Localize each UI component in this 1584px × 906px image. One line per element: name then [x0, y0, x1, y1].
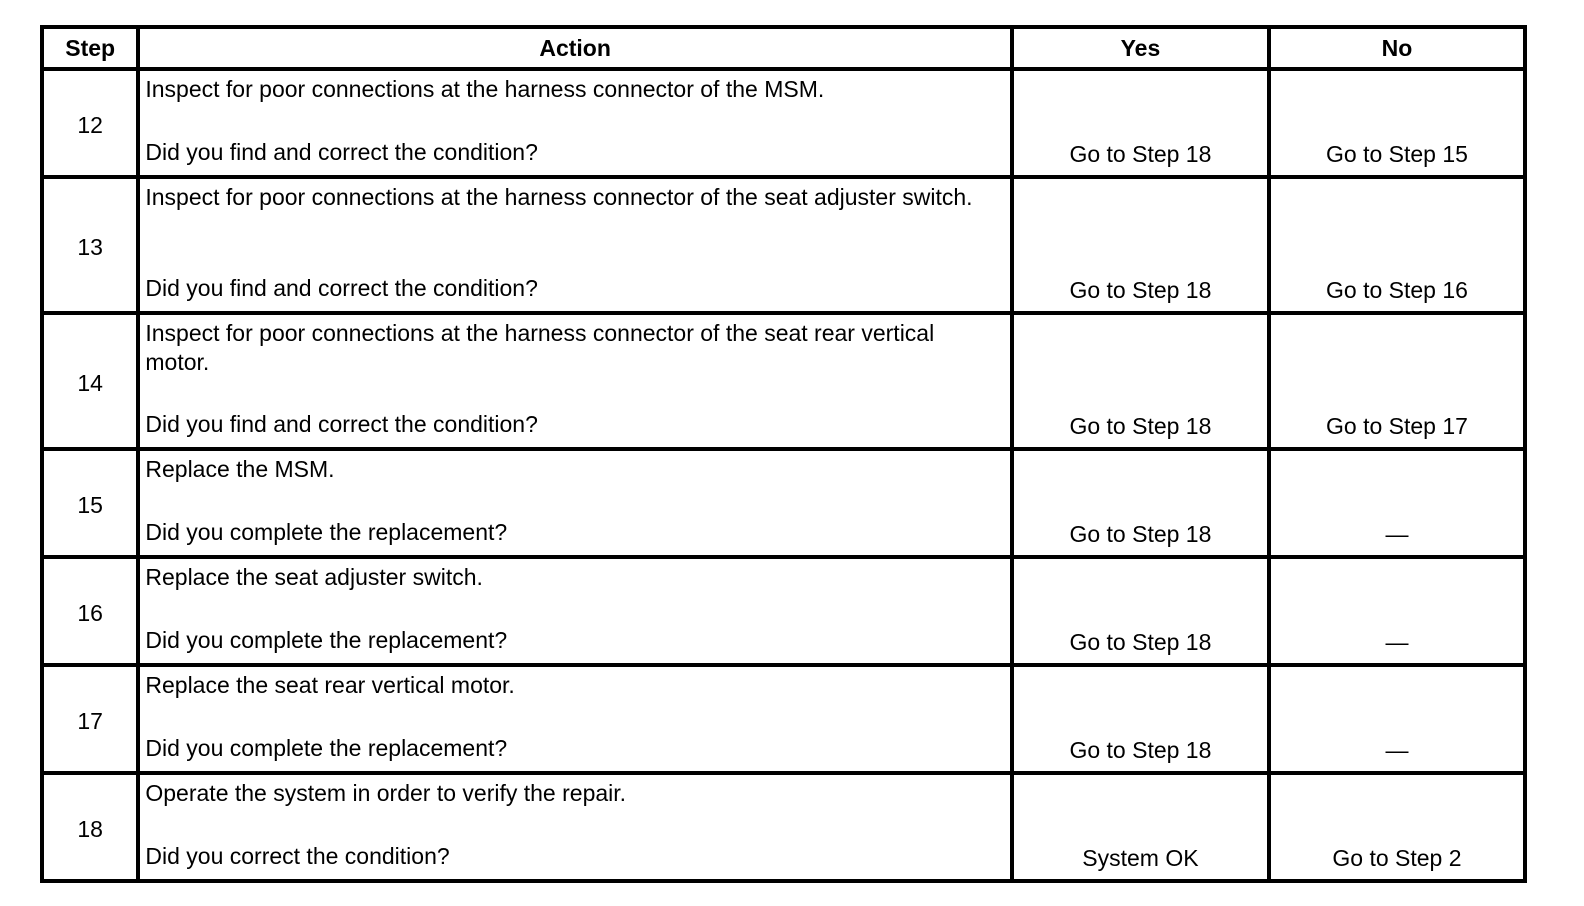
- step-number: 16: [42, 557, 138, 665]
- action-cell: [138, 665, 1012, 773]
- action-instruction: Replace the seat rear vertical motor.: [145, 672, 515, 698]
- action-question: Did you find and correct the condition?: [145, 275, 538, 301]
- header-no: No: [1269, 27, 1525, 69]
- action-cell: [138, 313, 1012, 449]
- no-result: Go to Step 2: [1269, 773, 1525, 881]
- no-result: Go to Step 16: [1269, 177, 1525, 313]
- action-instruction: Inspect for poor connections at the harness connector of the MSM.: [145, 76, 825, 102]
- action-question: Did you find and correct the condition?: [145, 139, 538, 165]
- action-instruction: Replace the MSM.: [145, 456, 335, 482]
- no-result: Go to Step 15: [1269, 69, 1525, 177]
- table-row: [42, 69, 1525, 177]
- table-row: [42, 313, 1525, 449]
- yes-result: Go to Step 18: [1012, 177, 1269, 313]
- header-yes: Yes: [1012, 27, 1269, 69]
- action-question: Did you complete the replacement?: [145, 627, 508, 653]
- table-row: [42, 773, 1525, 881]
- yes-result: Go to Step 18: [1012, 69, 1269, 177]
- header-action: Action: [138, 27, 1012, 69]
- action-instruction: Inspect for poor connections at the harness connector of the seat adjuster switch.: [145, 184, 973, 210]
- step-number: 17: [42, 665, 138, 773]
- table-row: [42, 557, 1525, 665]
- yes-result: Go to Step 18: [1012, 665, 1269, 773]
- step-number: 14: [42, 313, 138, 449]
- action-cell: [138, 449, 1012, 557]
- action-cell: [138, 69, 1012, 177]
- yes-result: Go to Step 18: [1012, 313, 1269, 449]
- table-row: [42, 665, 1525, 773]
- action-question: Did you correct the condition?: [145, 843, 450, 869]
- table-row: [42, 177, 1525, 313]
- no-result: —: [1269, 665, 1525, 773]
- yes-result: System OK: [1012, 773, 1269, 881]
- action-cell: [138, 773, 1012, 881]
- yes-result: Go to Step 18: [1012, 557, 1269, 665]
- action-cell: [138, 557, 1012, 665]
- action-question: Did you complete the replacement?: [145, 735, 508, 761]
- step-number: 15: [42, 449, 138, 557]
- action-question: Did you complete the replacement?: [145, 519, 508, 545]
- header-row: [42, 27, 1525, 69]
- action-cell: [138, 177, 1012, 313]
- no-result: —: [1269, 557, 1525, 665]
- step-number: 18: [42, 773, 138, 881]
- header-step: Step: [42, 27, 138, 69]
- no-result: —: [1269, 449, 1525, 557]
- action-instruction: Inspect for poor connections at the harness connector of the seat rear vertical motor.: [145, 320, 935, 375]
- table-row: [42, 449, 1525, 557]
- action-instruction: Operate the system in order to verify the repair.: [145, 780, 627, 806]
- no-result: Go to Step 17: [1269, 313, 1525, 449]
- action-instruction: Replace the seat adjuster switch.: [145, 564, 483, 590]
- action-question: Did you find and correct the condition?: [145, 411, 538, 437]
- yes-result: Go to Step 18: [1012, 449, 1269, 557]
- step-number: 12: [42, 69, 138, 177]
- step-number: 13: [42, 177, 138, 313]
- diagnostic-table: [40, 25, 1527, 883]
